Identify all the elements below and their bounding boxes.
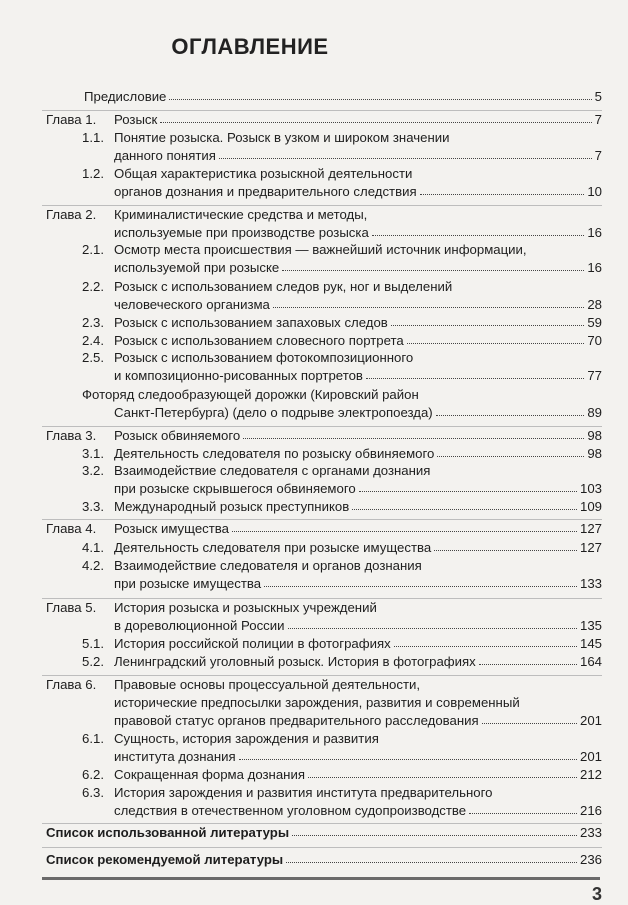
dot-leader <box>273 296 584 308</box>
toc-entry-1-1[interactable]: 1.1. Понятие розыска. Розыск в узком и широком значении <box>82 130 450 145</box>
toc-entry-6-2[interactable]: 6.2. Сокращенная форма дознания 212 <box>82 767 602 782</box>
dot-leader <box>308 766 577 778</box>
toc-entry-literature-recommended[interactable]: Список рекомендуемой литературы 236 <box>46 852 602 867</box>
toc-entry-6-3[interactable]: 6.3. История зарождения и развития института предварительного <box>82 785 493 800</box>
toc-entry-2-3[interactable]: 2.3. Розыск с использованием запаховых следов 59 <box>82 315 602 330</box>
toc-entry-chapter-6[interactable]: Глава 6. Правовые основы процессуальной деятельности, <box>46 677 421 692</box>
toc-entry-4-2-cont[interactable]: при розыске имущества 133 <box>114 576 602 591</box>
toc-entry-2-1[interactable]: 2.1. Осмотр места происшествия — важнейший источник информации, <box>82 242 527 257</box>
dot-leader <box>288 617 577 629</box>
dot-leader <box>434 539 577 551</box>
dot-leader <box>436 404 585 416</box>
dot-leader <box>394 635 577 647</box>
dot-leader <box>372 224 585 236</box>
dot-leader <box>479 653 577 665</box>
toc-entry-6-3-cont[interactable]: следствия в отечественном уголовном судопроизводстве 216 <box>114 803 602 818</box>
toc-entry-photo-series-cont[interactable]: Санкт-Петербурга) (дело о подрыве электропоезда) 89 <box>114 405 602 420</box>
dot-leader <box>219 147 592 159</box>
toc-entry-3-2-cont[interactable]: при розыске скрывшегося обвиняемого 103 <box>114 481 602 496</box>
dot-leader <box>482 712 577 724</box>
dot-leader <box>359 480 577 492</box>
footer-rule <box>42 877 600 880</box>
divider <box>42 847 602 848</box>
toc-entry-5-1[interactable]: 5.1. История российской полиции в фотографиях 145 <box>82 636 602 651</box>
page-number: 3 <box>591 884 602 904</box>
toc-entry-4-2[interactable]: 4.2. Взаимодействие следователя и органов дознания <box>82 558 422 573</box>
dot-leader <box>469 802 577 814</box>
toc-entry-chapter-5[interactable]: Глава 5. История розыска и розыскных учреждений <box>46 600 377 615</box>
toc-entry-chapter-5-cont[interactable]: в дореволюционной России 135 <box>114 618 602 633</box>
toc-entry-2-1-cont[interactable]: используемой при розыске 16 <box>114 260 602 275</box>
toc-entry-1-2[interactable]: 1.2. Общая характеристика розыскной деятельности <box>82 166 413 181</box>
dot-leader <box>160 111 591 123</box>
toc-entry-1-1-cont[interactable]: данного понятия 7 <box>114 148 602 163</box>
toc-entry-chapter-4[interactable]: Глава 4. Розыск имущества 127 <box>46 521 602 536</box>
toc-entry-2-5[interactable]: 2.5. Розыск с использованием фотокомпозиционного <box>82 350 414 365</box>
dot-leader <box>292 824 577 836</box>
dot-leader <box>232 520 577 532</box>
toc-entry-photo-series[interactable]: Фоторяд следообразующей дорожки (Кировский район <box>82 387 419 402</box>
dot-leader <box>437 445 584 457</box>
toc-entry-4-1[interactable]: 4.1. Деятельность следователя при розыске имущества 127 <box>82 540 602 555</box>
dot-leader <box>243 427 584 439</box>
dot-leader <box>169 88 591 100</box>
dot-leader <box>420 183 585 195</box>
toc-entry-1-2-cont[interactable]: органов дознания и предварительного следствия 10 <box>114 184 602 199</box>
page-title: ОГЛАВЛЕНИЕ <box>171 34 329 59</box>
toc-entry-2-5-cont[interactable]: и композиционно-рисованных портретов 77 <box>114 368 602 383</box>
toc-entry-chapter-6-cont-2[interactable]: правовой статус органов предварительного расследования 201 <box>114 713 602 728</box>
dot-leader <box>352 498 577 510</box>
toc-entry-chapter-6-cont[interactable]: исторические предпосылки зарождения, развития и современный <box>114 695 520 710</box>
dot-leader <box>366 367 584 379</box>
toc-entry-literature-used[interactable]: Список использованной литературы 233 <box>46 825 602 840</box>
toc-entry-3-2[interactable]: 3.2. Взаимодействие следователя с органами дознания <box>82 463 431 478</box>
toc-entry-2-2-cont[interactable]: человеческого организма 28 <box>114 297 602 312</box>
toc-entry-preface[interactable]: Предисловие 5 <box>84 89 602 104</box>
toc-entry-3-1[interactable]: 3.1. Деятельность следователя по розыску обвиняемого 98 <box>82 446 602 461</box>
toc-entry-chapter-1[interactable]: Глава 1. Розыск 7 <box>46 112 602 127</box>
toc-entry-chapter-2[interactable]: Глава 2. Криминалистические средства и методы, <box>46 207 368 222</box>
dot-leader <box>407 332 585 344</box>
toc-entry-6-1-cont[interactable]: института дознания 201 <box>114 749 602 764</box>
toc-entry-3-3[interactable]: 3.3. Международный розыск преступников 109 <box>82 499 602 514</box>
toc-entry-2-2[interactable]: 2.2. Розыск с использованием следов рук, ног и выделений <box>82 279 453 294</box>
toc-entry-chapter-2-cont[interactable]: используемые при производстве розыска 16 <box>114 225 602 240</box>
dot-leader <box>264 575 577 587</box>
toc-entry-6-1[interactable]: 6.1. Сущность, история зарождения и развития <box>82 731 379 746</box>
dot-leader <box>282 259 584 271</box>
dot-leader <box>391 314 585 326</box>
toc-entry-chapter-3[interactable]: Глава 3. Розыск обвиняемого 98 <box>46 428 602 443</box>
dot-leader <box>239 748 577 760</box>
toc-entry-2-4[interactable]: 2.4. Розыск с использованием словесного портрета 70 <box>82 333 602 348</box>
dot-leader <box>286 851 577 863</box>
toc-entry-5-2[interactable]: 5.2. Ленинградский уголовный розыск. История в фотографиях 164 <box>82 654 602 669</box>
